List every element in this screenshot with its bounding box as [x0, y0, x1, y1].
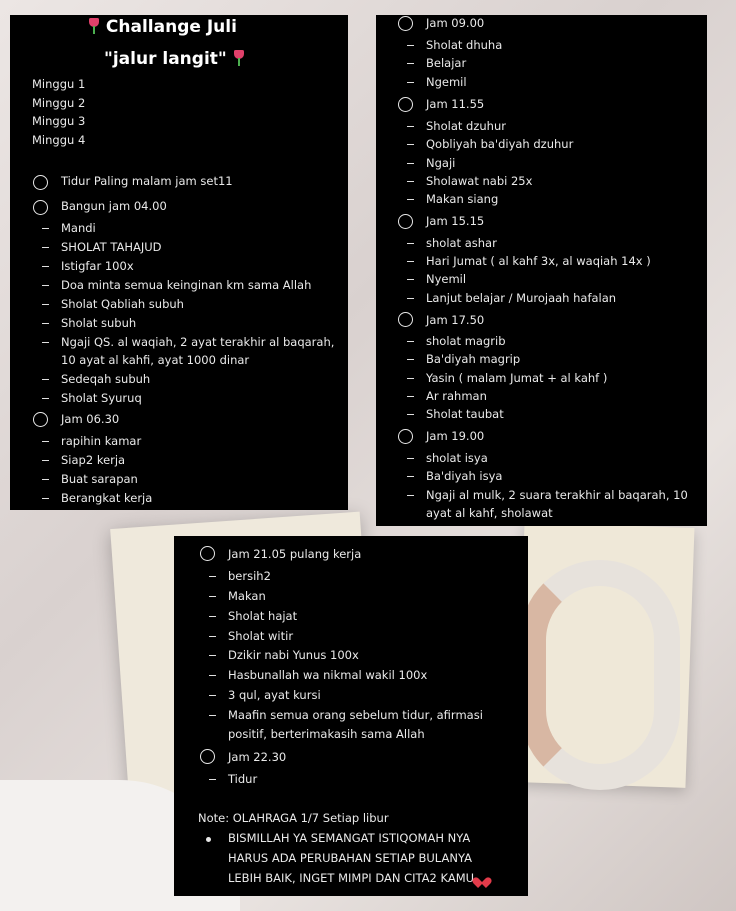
dash-bullet	[407, 261, 414, 262]
dash-bullet	[42, 323, 49, 324]
circle-checkbox-icon[interactable]	[33, 200, 48, 215]
schedule-panel-2	[376, 15, 707, 526]
circle-checkbox-icon[interactable]	[33, 412, 48, 427]
heart-icon	[476, 873, 488, 883]
subtask-label: Makan siang	[426, 192, 499, 206]
circle-checkbox-icon[interactable]	[398, 312, 413, 327]
task-label: Jam 09.00	[426, 16, 485, 30]
schedule-panel-3	[174, 536, 528, 896]
week-label: Minggu 2	[32, 96, 86, 110]
dash-bullet	[42, 479, 49, 480]
tulip-icon	[233, 50, 245, 66]
subtask-label: Istigfar 100x	[61, 259, 134, 273]
subtask-label: Ngaji al mulk, 2 suara terakhir al baqarah, 10	[426, 488, 688, 502]
subtask-label: Sedeqah subuh	[61, 372, 151, 386]
dash-bullet	[209, 715, 216, 716]
dash-bullet	[407, 144, 414, 145]
subtask-label: Sholat subuh	[61, 316, 137, 330]
subtask-label: Lanjut belajar / Murojaah hafalan	[426, 291, 617, 305]
panel-title-line1: Challange Juli	[88, 17, 237, 37]
subtask-label: Sholat dzuhur	[426, 119, 506, 133]
task-label: Jam 06.30	[61, 412, 120, 426]
subtask-label: Ngemil	[426, 75, 467, 89]
dash-bullet	[209, 616, 216, 617]
dash-bullet	[209, 695, 216, 696]
dash-bullet	[407, 181, 414, 182]
subtask-label: Mandi	[61, 221, 96, 235]
subtask-label: Belajar	[426, 56, 467, 70]
subtask-label: Hasbunallah wa nikmal wakil 100x	[228, 668, 428, 682]
subtask-label: Ngaji	[426, 156, 456, 170]
background-headphones	[520, 560, 680, 790]
circle-checkbox-icon[interactable]	[200, 749, 215, 764]
subtask-label: Maafin semua orang sebelum tidur, afirmasi	[228, 708, 483, 722]
subtask-label: Tidur	[228, 772, 258, 786]
dash-bullet	[42, 285, 49, 286]
subtask-label: sholat magrib	[426, 334, 506, 348]
subtask-label: Sholat witir	[228, 629, 294, 643]
task-label: Bangun jam 04.00	[61, 199, 167, 213]
dash-bullet	[42, 441, 49, 442]
subtask-label: Ba'diyah isya	[426, 469, 503, 483]
subtask-label: Sholat Syuruq	[61, 391, 142, 405]
dash-bullet	[407, 458, 414, 459]
dash-bullet	[209, 636, 216, 637]
subtask-label: Makan	[228, 589, 266, 603]
note-bullet-line: LEBIH BAIK, INGET MIMPI DAN CITA2 KAMU	[228, 871, 488, 885]
dash-bullet	[407, 378, 414, 379]
dash-bullet	[407, 126, 414, 127]
circle-checkbox-icon[interactable]	[200, 546, 215, 561]
circle-checkbox-icon[interactable]	[398, 16, 413, 31]
schedule-panel-1	[10, 15, 348, 510]
subtask-label: Doa minta semua keinginan km sama Allah	[61, 278, 312, 292]
subtask-label: bersih2	[228, 569, 271, 583]
dash-bullet	[42, 247, 49, 248]
dash-bullet	[407, 82, 414, 83]
dash-bullet	[407, 199, 414, 200]
subtask-label: Sholawat nabi 25x	[426, 174, 533, 188]
subtask-label: Ngaji QS. al waqiah, 2 ayat terakhir al baqarah,	[61, 335, 335, 349]
subtask-label: Ar rahman	[426, 389, 487, 403]
task-label: Jam 17.50	[426, 313, 485, 327]
dash-bullet	[407, 243, 414, 244]
dash-bullet	[42, 228, 49, 229]
dash-bullet	[209, 655, 216, 656]
dash-bullet	[42, 304, 49, 305]
week-label: Minggu 1	[32, 77, 86, 91]
week-label: Minggu 4	[32, 133, 86, 147]
task-label: Jam 21.05 pulang kerja	[228, 547, 362, 561]
circle-checkbox-icon[interactable]	[398, 214, 413, 229]
dash-bullet	[209, 675, 216, 676]
subtask-label: Qobliyah ba'diyah dzuhur	[426, 137, 574, 151]
subtask-label: Berangkat kerja	[61, 491, 153, 505]
dash-bullet	[407, 279, 414, 280]
dash-bullet	[407, 359, 414, 360]
subtask-label: 3 qul, ayat kursi	[228, 688, 321, 702]
subtask-label: Buat sarapan	[61, 472, 138, 486]
dash-bullet	[209, 596, 216, 597]
subtask-label: Sholat dhuha	[426, 38, 503, 52]
dash-bullet	[407, 396, 414, 397]
task-label: Jam 22.30	[228, 750, 287, 764]
subtask-label: Sholat Qabliah subuh	[61, 297, 184, 311]
dash-bullet	[42, 342, 49, 343]
dash-bullet	[407, 476, 414, 477]
week-label: Minggu 3	[32, 114, 86, 128]
dash-bullet	[42, 398, 49, 399]
task-label: Tidur Paling malam jam set11	[61, 174, 233, 188]
dash-bullet	[42, 498, 49, 499]
subtask-label: Sholat taubat	[426, 407, 504, 421]
subtask-label: Hari Jumat ( al kahf 3x, al waqiah 14x )	[426, 254, 651, 268]
note-text: Note: OLAHRAGA 1/7 Setiap libur	[198, 811, 389, 825]
subtask-label: positif, berterimakasih sama Allah	[228, 727, 425, 741]
subtask-label: Ba'diyah magrip	[426, 352, 521, 366]
subtask-label: 10 ayat al kahfi, ayat 1000 dinar	[61, 353, 250, 367]
circle-checkbox-icon[interactable]	[398, 97, 413, 112]
dash-bullet	[42, 460, 49, 461]
note-bullet-line: HARUS ADA PERUBAHAN SETIAP BULANYA	[228, 851, 472, 865]
dash-bullet	[407, 298, 414, 299]
subtask-label: SHOLAT TAHAJUD	[61, 240, 162, 254]
task-label: Jam 15.15	[426, 214, 485, 228]
task-label: Jam 19.00	[426, 429, 485, 443]
dash-bullet	[407, 163, 414, 164]
subtask-label: sholat isya	[426, 451, 488, 465]
task-label: Jam 11.55	[426, 97, 485, 111]
subtask-label: rapihin kamar	[61, 434, 142, 448]
circle-checkbox-icon[interactable]	[398, 429, 413, 444]
dash-bullet	[42, 379, 49, 380]
subtask-label: Nyemil	[426, 272, 467, 286]
subtask-label: ayat al kahf, sholawat	[426, 506, 553, 520]
circle-checkbox-icon[interactable]	[33, 175, 48, 190]
subtask-label: Sholat hajat	[228, 609, 298, 623]
dash-bullet	[42, 266, 49, 267]
dash-bullet	[407, 414, 414, 415]
dash-bullet	[209, 576, 216, 577]
dash-bullet	[209, 779, 216, 780]
note-bullet-line: BISMILLAH YA SEMANGAT ISTIQOMAH NYA	[228, 831, 471, 845]
subtask-label: Dzikir nabi Yunus 100x	[228, 648, 359, 662]
dash-bullet	[407, 45, 414, 46]
dash-bullet	[407, 495, 414, 496]
bullet-dot	[206, 837, 211, 842]
dash-bullet	[407, 341, 414, 342]
dash-bullet	[407, 63, 414, 64]
panel-title-line2: "jalur langit"	[104, 49, 245, 69]
tulip-icon	[88, 18, 100, 34]
subtask-label: sholat ashar	[426, 236, 497, 250]
subtask-label: Siap2 kerja	[61, 453, 126, 467]
subtask-label: Yasin ( malam Jumat + al kahf )	[426, 371, 608, 385]
